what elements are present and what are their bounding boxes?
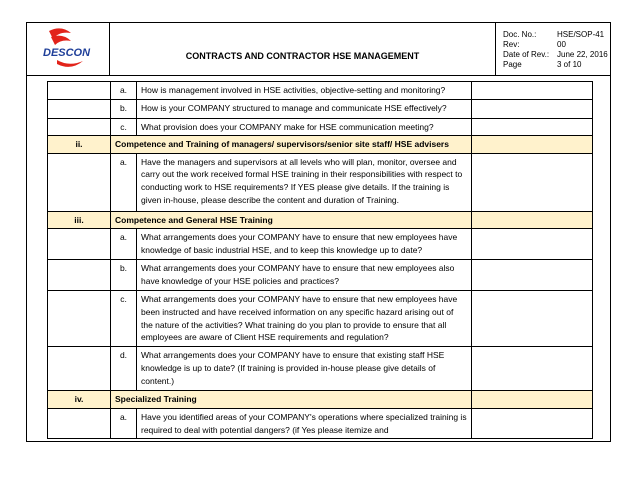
document-title: CONTRACTS AND CONTRACTOR HSE MANAGEMENT <box>110 23 496 75</box>
meta-label: Rev: <box>503 40 520 49</box>
answer-cell[interactable] <box>472 82 593 100</box>
question-text: What arrangements does your COMPANY have to ensure that new employees also have knowledge of your HSE policies and practices? <box>137 260 472 291</box>
section-title: Competence and Training of managers/ supervisors/senior site staff/ HSE advisers <box>111 136 472 154</box>
descon-logo <box>27 23 109 75</box>
meta-value: June 22, 2016 <box>557 50 608 59</box>
meta-label: Doc. No.: <box>503 30 537 39</box>
section-blank-cell <box>472 391 593 409</box>
question-text: What provision does your COMPANY make for HSE communication meeting? <box>137 118 472 136</box>
question-text: What arrangements does your COMPANY have to ensure that new employees have knowledge of basic industrial HSE, and to keep this knowledge up to date? <box>137 229 472 260</box>
meta-rev <box>503 40 608 50</box>
item-letter: c. <box>111 118 137 136</box>
question-text: Have you identified areas of your COMPANY's operations where specialized training is required to deal with potential dangers? (if Yes please itemize and <box>137 408 472 438</box>
meta-doc-no <box>503 30 608 40</box>
question-row <box>48 229 593 260</box>
question-text: How is your COMPANY structured to manage and communicate HSE effectively? <box>137 99 472 118</box>
document-header <box>27 23 610 76</box>
question-row <box>48 408 593 438</box>
answer-cell[interactable] <box>472 347 593 391</box>
item-letter: a. <box>111 153 137 211</box>
meta-value: 00 <box>557 40 566 49</box>
question-row <box>48 82 593 100</box>
answer-cell[interactable] <box>472 291 593 347</box>
number-cell <box>48 260 111 291</box>
question-row <box>48 99 593 118</box>
item-letter: d. <box>111 347 137 391</box>
answer-cell[interactable] <box>472 260 593 291</box>
number-cell <box>48 291 111 347</box>
logo-text: DESCON <box>43 47 91 59</box>
document-page <box>26 22 611 442</box>
question-text: What arrangements does your COMPANY have to ensure that existing staff HSE knowledge is up to date? (If training is provided in-house please give details of content.) <box>137 347 472 391</box>
number-cell <box>48 118 111 136</box>
meta-label: Page <box>503 60 522 69</box>
question-text: How is management involved in HSE activities, objective-setting and monitoring? <box>137 82 472 100</box>
number-cell <box>48 82 111 100</box>
number-cell <box>48 99 111 118</box>
section-header-row <box>48 136 593 154</box>
number-cell <box>48 347 111 391</box>
number-cell <box>48 153 111 211</box>
answer-cell[interactable] <box>472 408 593 438</box>
number-cell <box>48 408 111 438</box>
number-cell <box>48 229 111 260</box>
question-text: What arrangements does your COMPANY have to ensure that new employees have been instructed and have received information on any specific hazard arising out of the nature of the activities? What training do you plan to provide to ensure that all employees are aware of Client HSE requirements and regulation? <box>137 291 472 347</box>
meta-date <box>503 50 608 60</box>
section-number: ii. <box>48 136 111 154</box>
question-row <box>48 291 593 347</box>
meta-label: Date of Rev.: <box>503 50 550 59</box>
question-text: Have the managers and supervisors at all levels who will plan, monitor, oversee and carry out the work received formal HSE training in their responsibilities with respect to conducting work to HSE requirements? If YES please give details. If the training is given in-house, please describe the content and duration of Training. <box>137 153 472 211</box>
answer-cell[interactable] <box>472 229 593 260</box>
section-number: iv. <box>48 391 111 409</box>
section-blank-cell <box>472 136 593 154</box>
meta-value: HSE/SOP-41 <box>557 30 605 39</box>
section-title: Competence and General HSE Training <box>111 211 472 229</box>
answer-cell[interactable] <box>472 153 593 211</box>
section-header-row <box>48 391 593 409</box>
question-row <box>48 260 593 291</box>
section-number: iii. <box>48 211 111 229</box>
document-meta <box>503 30 608 70</box>
questionnaire-table <box>47 81 593 439</box>
section-blank-cell <box>472 211 593 229</box>
item-letter: a. <box>111 408 137 438</box>
section-header-row <box>48 211 593 229</box>
meta-page <box>503 60 608 70</box>
item-letter: b. <box>111 260 137 291</box>
item-letter: a. <box>111 82 137 100</box>
meta-value: 3 of 10 <box>557 60 582 69</box>
answer-cell[interactable] <box>472 99 593 118</box>
section-title: Specialized Training <box>111 391 472 409</box>
item-letter: a. <box>111 229 137 260</box>
question-row <box>48 347 593 391</box>
question-row <box>48 153 593 211</box>
answer-cell[interactable] <box>472 118 593 136</box>
question-row <box>48 118 593 136</box>
item-letter: c. <box>111 291 137 347</box>
logo-cell <box>27 23 110 75</box>
item-letter: b. <box>111 99 137 118</box>
